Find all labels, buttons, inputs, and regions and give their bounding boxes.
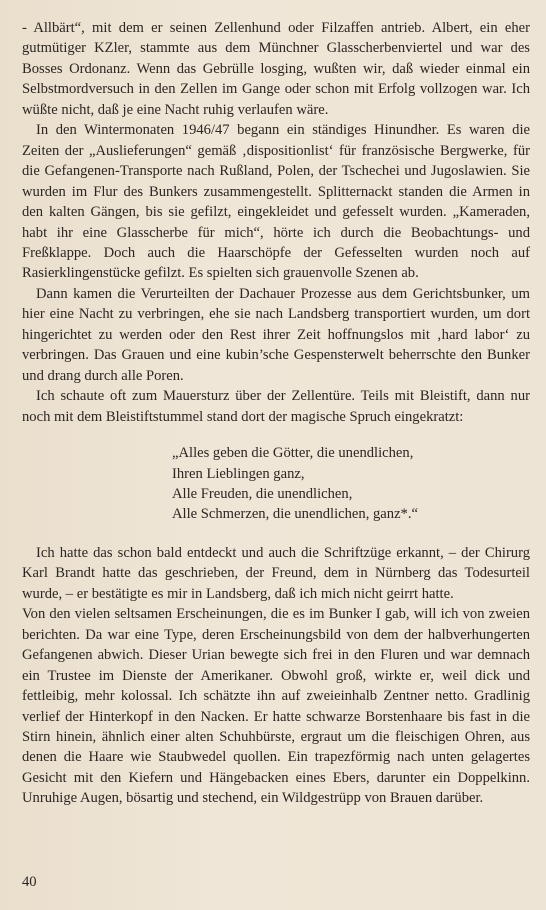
paragraph: Ich schaute oft zum Mauersturz über der Zellentüre. Teils mit Bleistift, dann nur noch mit dem Bleistiftstummel stand dort der magische Spruch eingekratzt: [22,388,530,425]
body-text [22,18,530,809]
poem-line: Alle Freuden, die unendlichen, [172,485,353,502]
paragraph: Dann kamen die Verurteilten der Dachauer Prozesse aus dem Gerichtsbunker, um hier eine Nacht zu verbringen, ehe sie nach Landsberg transportiert wurden, um dort hingerichtet zu werden oder den Rest ihrer Zeit hoffnungslos mit ‚hard labor‘ zu verbringen. Das Grauen und eine kubin’sche Gespensterwelt beherrschte den Bunker und drang durch alle Poren. [22,285,530,384]
poem-line: Ihren Lieblingen ganz, [172,465,305,482]
paragraph: Ich hatte das schon bald entdeckt und auch die Schriftzüge erkannt, – der Chirurg Karl Brandt hatte das geschrieben, der Freund, dem in Nürnberg das Todesurteil wurde, – er bestätigte es mir in Landsberg, daß ich mich nicht geirrt hatte. [22,544,530,602]
poem-line: Alle Schmerzen, die unendlichen, ganz*.“ [172,506,418,523]
paragraph: - Allbärt“, mit dem er seinen Zellenhund oder Filzaffen antrieb. Albert, ein eher gutmütiger KZler, stammte aus dem Münchner Glasscherbenviertel und war des Bosses Ordonanz. Wenn das Gebrülle losging, wußten wir, daß wieder einmal ein Selbstmordversuch in den Zellen im Gange oder schon mit Erfolg vollzogen war. Ich wüßte nicht, daß je eine Nacht ruhig verlaufen wäre. [22,20,530,118]
paragraph: Von den vielen seltsamen Erscheinungen, die es im Bunker I gab, will ich von zweien berichten. Da war eine Type, deren Erscheinungsbild von dem der halbverhungerten Gefangenen abwich. Dieser Urian bewegte sich frei in den Fluren und war demnach ein Trustee im Dienste der Amerikaner. Obwohl groß, wirkte er, weil dick und fettleibig, mehr kolossal. Ich schätzte ihn auf zweieinhalb Zentner netto. Gradlinig verlief der Hinterkopf in den Nacken. Er hatte schwarze Borstenhaare bis fast in die Stirn hinein, ähnlich einer alten Schuhbürste, ergraut um die fleischigen Ohren, aus denen die Haare wie Staubwedel quollen. Ein trapezförmig nach unten gelagertes Gesicht mit den Kiefern und Hängebacken eines Ebers, darunter ein Doppelkinn. Unruhige Augen, bösartig und stechend, ein Wildgestrüpp von Brauen darüber. [22,606,530,807]
page-number: 40 [22,874,37,890]
poem-quote [172,443,530,525]
paragraph: In den Wintermonaten 1946/47 begann ein ständiges Hinundher. Es waren die Zeiten der „Auslieferungen“ gemäß ‚dispositionlist‘ für französische Bergwerke, für die Gefangenen-Transporte nach Rußland, Polen, der Tschechei und Jugoslawien. Sie wurden im Flur des Bunkers zusammengestellt. Splitternackt standen die Armen in den kalten Gängen, bis sie gefilzt, eingekleidet und gefesselt wurden. „Kameraden, habt ihr eine Glasscherbe für mich“, hörte ich durch die Beobachtungs- und Freßklappe. Doch auch die Haarschöpfe der Gefesselten wurden noch auf Rasierklingenstücke gefilzt. Es spielten sich grauenvolle Szenen ab. [22,122,530,282]
poem-line: „Alles geben die Götter, die unendlichen, [172,445,414,462]
